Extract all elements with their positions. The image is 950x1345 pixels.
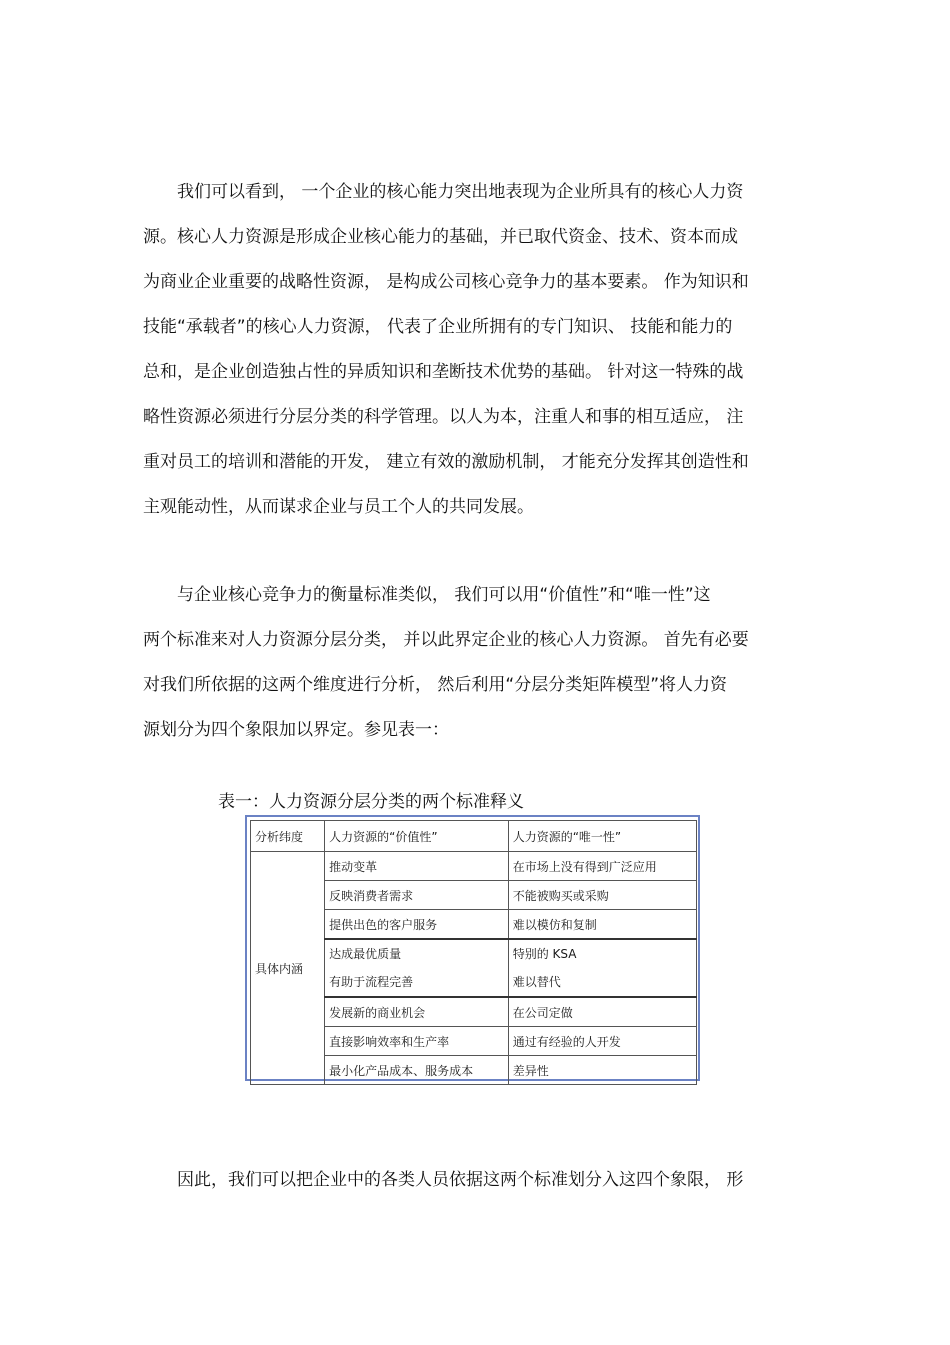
- header-value: 人力资源的“价值性”: [325, 821, 509, 852]
- value-item: 有助于流程完善: [329, 975, 414, 989]
- value-cell: 发展新的商业机会: [325, 997, 509, 1027]
- text-line: 因此，我们可以把企业中的各类人员依据这两个标准划分入这四个象限， 形: [143, 1170, 744, 1190]
- unique-cell: 不能被购买或采购: [508, 881, 696, 910]
- text-line: 与企业核心竞争力的衡量标准类似， 我们可以用“价值性”和“唯一性”这: [143, 585, 711, 605]
- text-line: 技能“承载者”的核心人力资源， 代表了企业所拥有的专门知识、 技能和能力的: [143, 317, 733, 337]
- value-cell: 最小化产品成本、服务成本: [325, 1056, 509, 1085]
- text-line: 我们可以看到， 一个企业的核心能力突出地表现为企业所具有的核心人力资: [143, 182, 744, 202]
- standards-table: [250, 820, 697, 1085]
- text-line: 源划分为四个象限加以界定。参见表一：: [143, 720, 449, 740]
- text-line: 略性资源必须进行分层分类的科学管理。以人为本，注重人和事的相互适应， 注: [143, 407, 744, 427]
- value-cell: [325, 939, 509, 997]
- table-caption: 表一：人力资源分层分类的两个标准释义: [218, 792, 524, 812]
- text-line: 总和，是企业创造独占性的异质知识和垄断技术优势的基础。 针对这一特殊的战: [143, 362, 744, 382]
- unique-cell: 差异性: [508, 1056, 696, 1085]
- standards-table-figure: [245, 815, 700, 1081]
- unique-item: 特别的 KSA: [512, 947, 577, 961]
- text-line: 重对员工的培训和潜能的开发， 建立有效的激励机制， 才能充分发挥其创造性和: [143, 452, 749, 472]
- value-cell: 提供出色的客户服务: [325, 910, 509, 940]
- unique-cell: 在市场上没有得到广泛应用: [508, 852, 696, 881]
- value-cell: 反映消费者需求: [325, 881, 509, 910]
- text-line: 对我们所依据的这两个维度进行分析， 然后利用“分层分类矩阵模型”将人力资: [143, 675, 728, 695]
- header-dimension: 分析纬度: [251, 821, 325, 852]
- text-line: 两个标准来对人力资源分层分类， 并以此界定企业的核心人力资源。 首先有必要: [143, 630, 749, 650]
- value-item: 达成最优质量: [329, 947, 402, 961]
- table-row: [251, 852, 697, 881]
- text-line: 主观能动性，从而谋求企业与员工个人的共同发展。: [143, 497, 534, 517]
- unique-cell: 难以模仿和复制: [508, 910, 696, 940]
- unique-cell: 通过有经验的人开发: [508, 1027, 696, 1056]
- unique-cell: 在公司定做: [508, 997, 696, 1027]
- table-header-row: [251, 821, 697, 852]
- value-cell: 直接影响效率和生产率: [325, 1027, 509, 1056]
- header-uniqueness: 人力资源的“唯一性”: [508, 821, 696, 852]
- row-label: 具体内涵: [251, 852, 325, 1085]
- text-line: 为商业企业重要的战略性资源， 是构成公司核心竞争力的基本要素。 作为知识和: [143, 272, 749, 292]
- unique-item: 难以替代: [512, 975, 561, 989]
- unique-cell: [508, 939, 696, 997]
- text-line: 源。核心人力资源是形成企业核心能力的基础，并已取代资金、技术、资本而成: [143, 227, 738, 247]
- value-cell: 推动变革: [325, 852, 509, 881]
